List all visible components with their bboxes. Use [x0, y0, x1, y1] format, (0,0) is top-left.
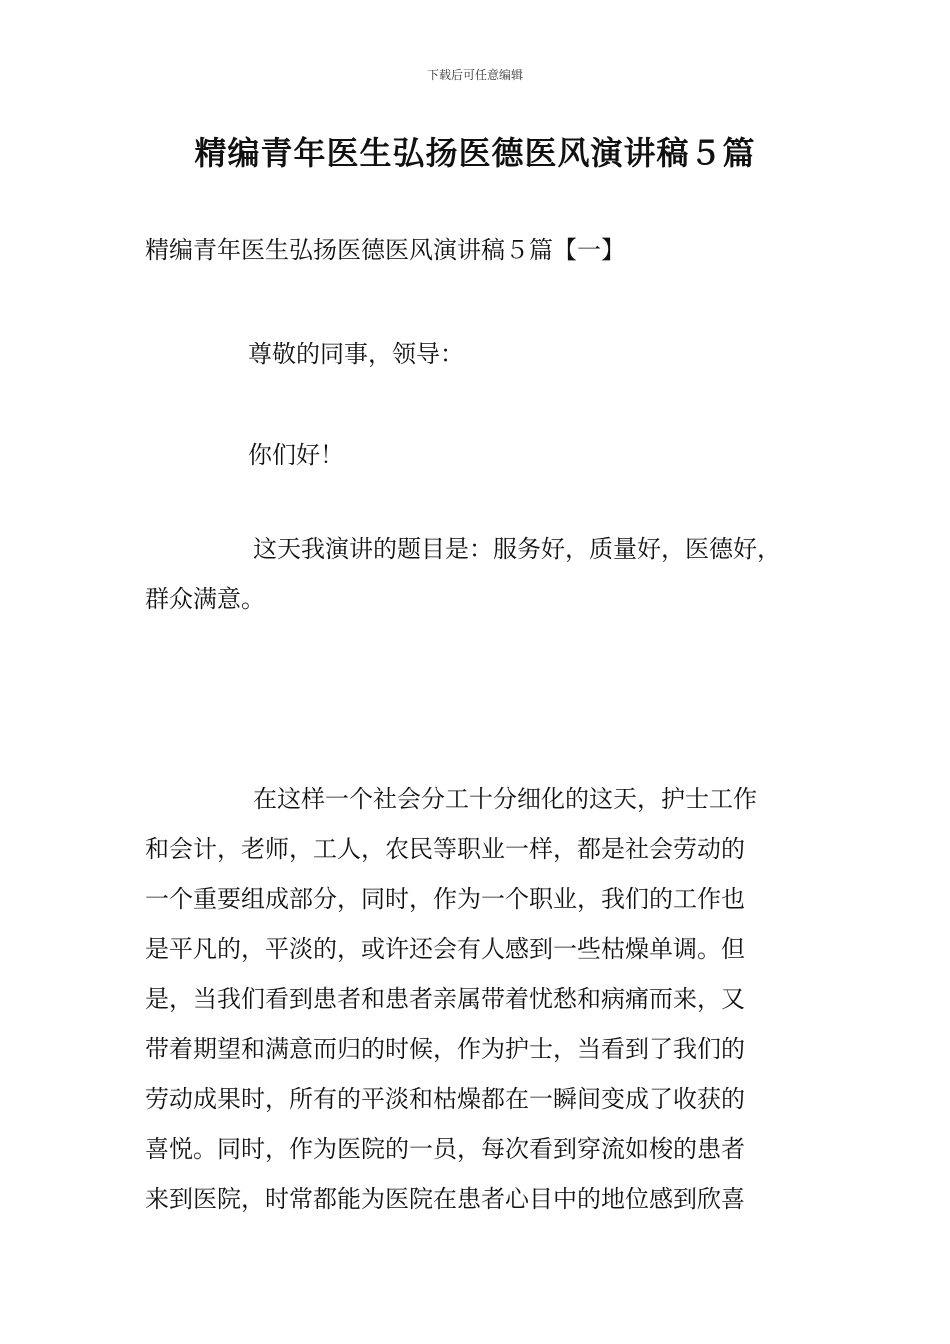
section-heading: 精编青年医生弘扬医德医风演讲稿５篇【一】: [145, 236, 625, 264]
salutation-text: 尊敬的同事，领导：: [248, 340, 464, 368]
greeting-text: 你们好！: [248, 441, 344, 469]
paragraph-line: 一个重要组成部分，同时，作为一个职业，我们的工作也: [145, 885, 745, 913]
paragraph-line: 群众满意。: [145, 585, 265, 613]
paragraph-line: 是，当我们看到患者和患者亲属带着忧愁和病痛而来，又: [145, 985, 745, 1013]
paragraph-line: 这天我演讲的题目是：服务好，质量好，医德好，: [253, 535, 781, 563]
salutation: [145, 329, 825, 379]
paragraph-line: 劳动成果时，所有的平淡和枯燥都在一瞬间变成了收获的: [145, 1085, 745, 1113]
topic-paragraph: [145, 524, 825, 624]
paragraph-line: 是平凡的，平淡的，或许还会有人感到一些枯燥单调。但: [145, 935, 745, 963]
paragraph-line: 喜悦。同时，作为医院的一员，每次看到穿流如梭的患者: [145, 1135, 745, 1163]
body-paragraph: [145, 774, 810, 1224]
paragraph-line: 和会计，老师，工人，农民等职业一样，都是社会劳动的: [145, 835, 745, 863]
paragraph-line: 带着期望和满意而归的时候，作为护士，当看到了我们的: [145, 1035, 745, 1063]
paragraph-line: 来到医院，时常都能为医院在患者心目中的地位感到欣喜: [145, 1185, 745, 1213]
page-title: 精编青年医生弘扬医德医风演讲稿５篇: [194, 134, 756, 172]
greeting: [145, 430, 825, 480]
header-note: 下载后可任意编辑: [426, 68, 523, 82]
paragraph-line: 在这样一个社会分工十分细化的这天，护士工作: [253, 785, 757, 813]
